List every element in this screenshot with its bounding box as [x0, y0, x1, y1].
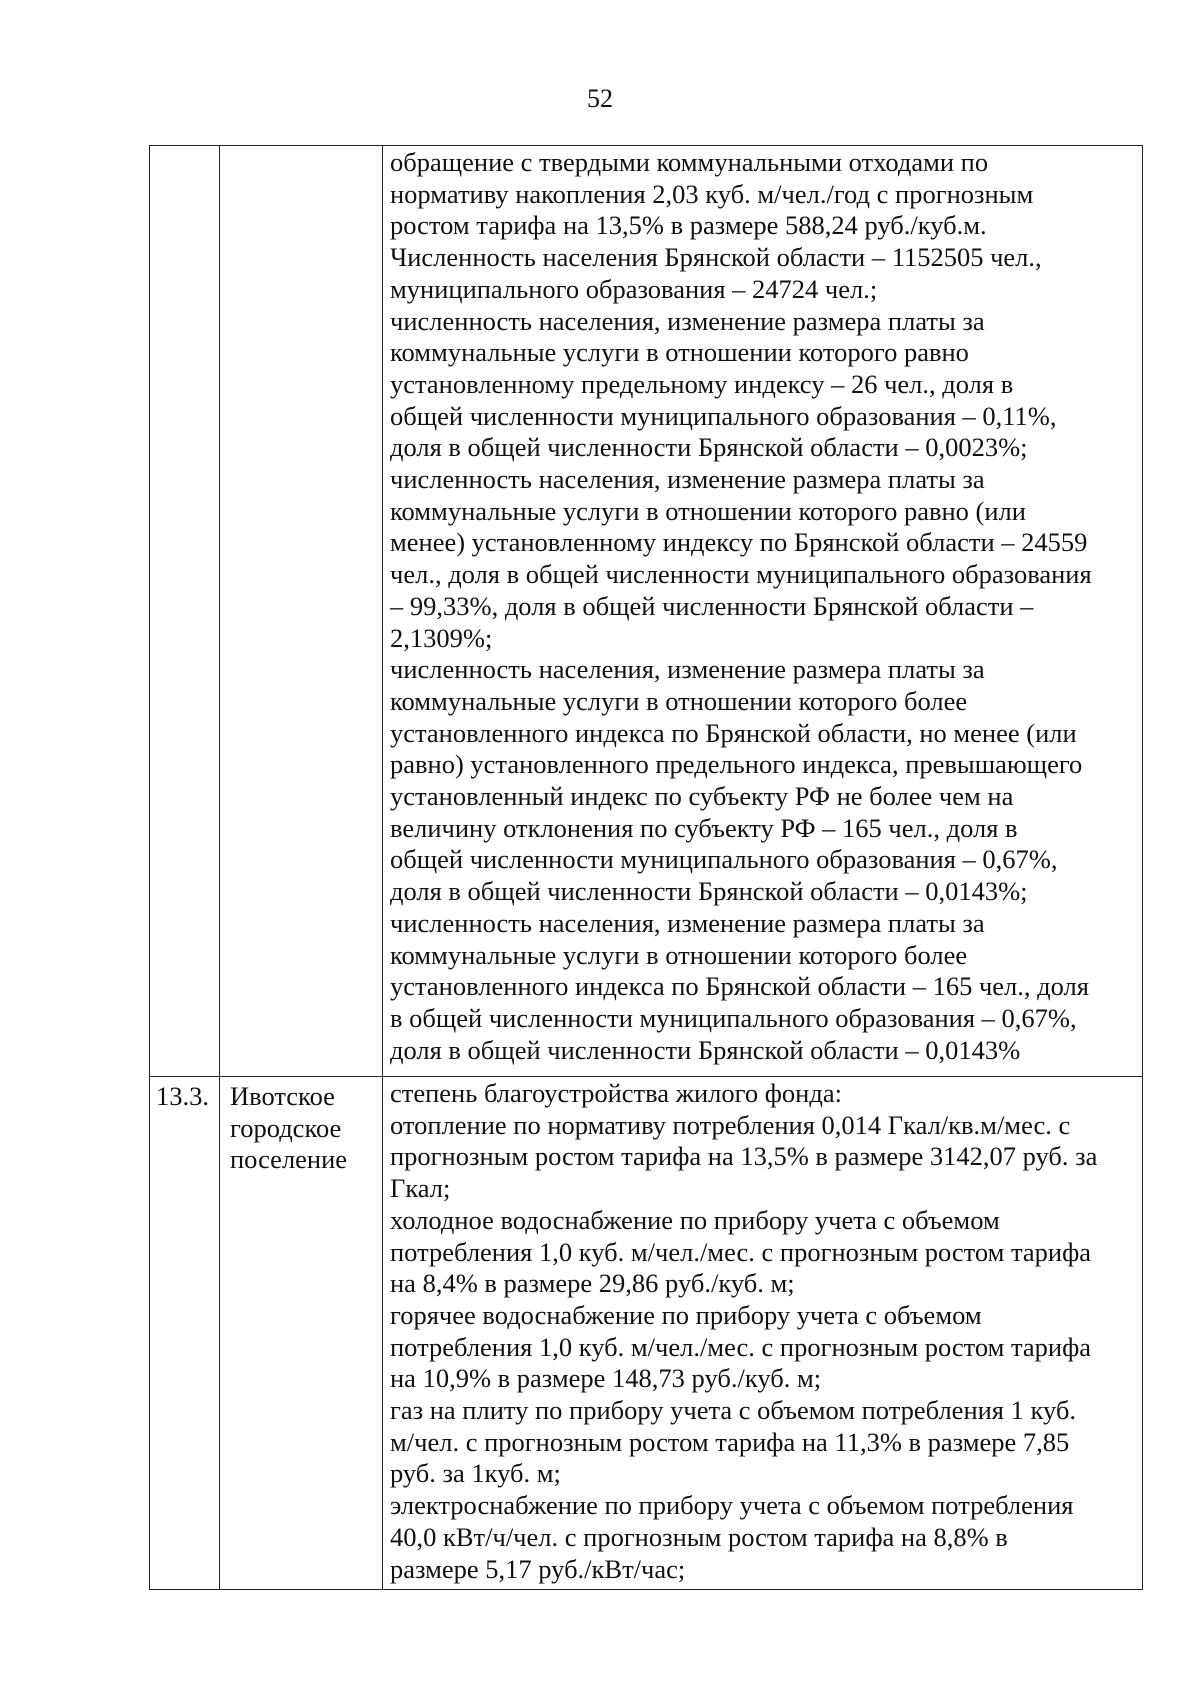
text-line: отопление по нормативу потребления 0,014 Гкал/кв.м/мес. с	[390, 1109, 1071, 1140]
text-line: менее) установленному индексу по Брянской области – 24559	[390, 527, 1088, 558]
text-line: доля в общей численности Брянской области – 0,0143%;	[390, 876, 1028, 907]
text-line: доля в общей численности Брянской области – 0,0143%	[390, 1034, 1021, 1065]
text-line: численность населения, изменение размера платы за	[390, 305, 985, 336]
text-line: муниципального образования – 24724 чел.;	[390, 273, 878, 304]
row-text-cell	[383, 146, 1143, 1077]
text-line: потребления 1,0 куб. м/чел./мес. с прогнозным ростом тарифа	[390, 1331, 1092, 1362]
text-line: равно) установленного предельного индекса, превышающего	[390, 749, 1083, 780]
text-line: потребления 1,0 куб. м/чел./мес. с прогнозным ростом тарифа	[390, 1236, 1092, 1267]
text-line: установленный индекс по субъекту РФ не более чем на	[390, 781, 1014, 812]
text-line: электроснабжение по прибору учета с объемом потребления	[390, 1490, 1074, 1521]
text-line: газ на плиту по прибору учета с объемом потребления 1 куб.	[390, 1395, 1076, 1426]
text-line: 40,0 кВт/ч/чел. с прогнозным ростом тарифа на 8,8% в	[390, 1521, 1008, 1552]
row-number-cell	[150, 146, 220, 1077]
text-line: коммунальные услуги в отношении которого более	[390, 939, 968, 970]
text-line: горячее водоснабжение по прибору учета с объемом	[390, 1299, 982, 1330]
text-line: степень благоустройства жилого фонда:	[390, 1078, 842, 1108]
text-line: – 99,33%, доля в общей численности Брянской области –	[390, 590, 1034, 621]
text-line: коммунальные услуги в отношении которого равно (или	[390, 495, 1026, 526]
text-line: обращение с твердыми коммунальными отходами по	[390, 147, 989, 177]
text-line: установленному предельному индексу – 26 чел., доля в	[390, 368, 1014, 399]
row-name-cell	[220, 146, 383, 1077]
text-line: установленного индекса по Брянской области – 165 чел., доля	[390, 971, 1089, 1002]
text-line: Численность населения Брянской области – 1152505 чел.,	[390, 242, 1042, 273]
text-line: на 8,4% в размере 29,86 руб./куб. м;	[390, 1268, 795, 1299]
row-name-cell	[220, 1077, 383, 1590]
text-line: установленного индекса по Брянской области, но менее (или	[390, 717, 1077, 748]
row-number-cell: 13.3.	[150, 1077, 220, 1590]
text-line: коммунальные услуги в отношении которого равно	[390, 337, 969, 368]
text-line: величину отклонения по субъекту РФ – 165 чел., доля в	[390, 812, 1018, 843]
text-line: численность населения, изменение размера платы за	[390, 654, 985, 685]
text-line: доля в общей численности Брянской области – 0,0023%;	[390, 432, 1028, 463]
text-line: м/чел. с прогнозным ростом тарифа на 11,3% в размере 7,85	[390, 1426, 1070, 1457]
text-line: численность населения, изменение размера платы за	[390, 907, 985, 938]
data-table	[149, 145, 1143, 1590]
text-line: ростом тарифа на 13,5% в размере 588,24 руб./куб.м.	[390, 210, 987, 241]
text-line: в общей численности муниципального образования – 0,67%,	[390, 1002, 1077, 1033]
table-row	[150, 146, 1143, 1077]
text-line: размере 5,17 руб./кВт/час;	[390, 1553, 686, 1584]
text-line: прогнозным ростом тарифа на 13,5% в размере 3142,07 руб. за	[390, 1141, 1098, 1172]
row-text-cell	[383, 1077, 1143, 1590]
text-line: коммунальные услуги в отношении которого более	[390, 685, 968, 716]
text-line: руб. за 1куб. м;	[390, 1458, 561, 1489]
settlement-name-line: поселение	[230, 1144, 348, 1175]
text-line: нормативу накопления 2,03 куб. м/чел./год с прогнозным	[390, 178, 1034, 209]
text-line: общей численности муниципального образования – 0,67%,	[390, 844, 1058, 875]
page-number: 52	[587, 84, 613, 113]
text-line: общей численности муниципального образования – 0,11%,	[390, 400, 1057, 431]
settlement-name-line: Ивотское	[230, 1081, 335, 1111]
table-row	[150, 1077, 1143, 1590]
text-line: численность населения, изменение размера платы за	[390, 464, 985, 495]
text-line: 2,1309%;	[390, 622, 493, 653]
text-line: холодное водоснабжение по прибору учета с объемом	[390, 1204, 1000, 1235]
text-line: Гкал;	[390, 1173, 451, 1204]
text-line: на 10,9% в размере 148,73 руб./куб. м;	[390, 1363, 822, 1394]
text-line: чел., доля в общей численности муниципального образования	[390, 559, 1092, 590]
settlement-name-line: городское	[230, 1112, 342, 1143]
